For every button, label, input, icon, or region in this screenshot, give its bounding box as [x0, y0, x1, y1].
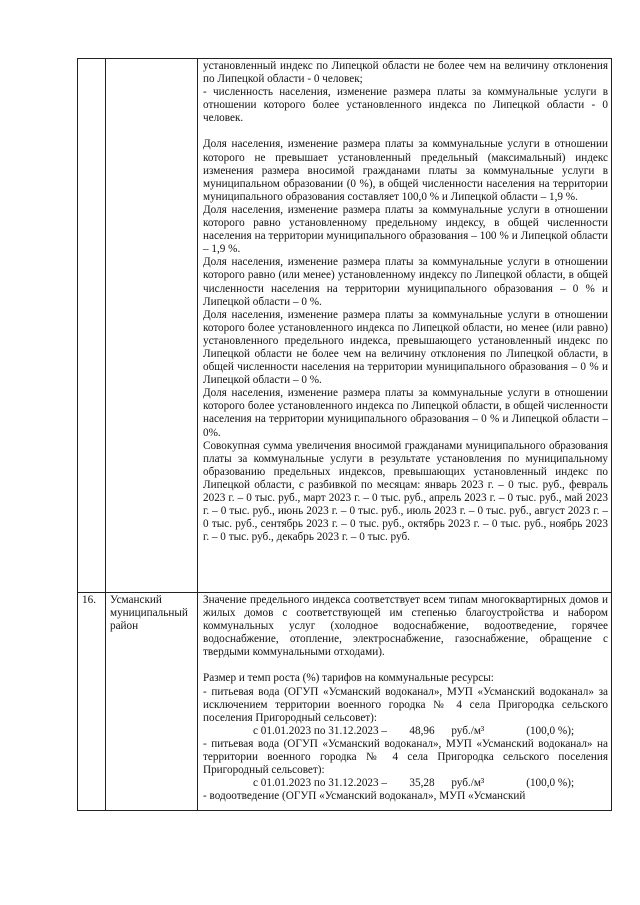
- tariff-item: - водоотведение (ОГУП «Усманский водоканал», МУП «Усманский: [203, 790, 526, 803]
- row-number-cell: 16.: [78, 593, 106, 811]
- tariff-value-line: с 01.01.2023 по 31.12.2023 – 48,96 руб./м³ (100,0 %);: [253, 724, 575, 737]
- row-number-cell: [78, 59, 106, 593]
- document-table: [77, 58, 612, 811]
- table-row: [78, 59, 612, 593]
- tariff-item: - питьевая вода (ОГУП «Усманский водоканал», МУП «Усманский водоканал» на территории военного городка № 4 села Пригородка сельского поселения Пригородный сельсовет):: [203, 737, 608, 777]
- share-paragraph: Доля населения, изменение размера платы за коммунальные услуги в отношении которого равно (или менее) установленному индексу по Липецкой области, в общей численности населения на территории муниципального образования – 0 % и Липецкой области – 0 %.: [203, 256, 608, 308]
- municipality-name-cell: Усманский муниципальный район: [106, 593, 198, 811]
- share-paragraph: Доля населения, изменение размера платы за коммунальные услуги в отношении которого равно установленному предельному индексу, в общей численности населения на территории муниципального образования – 100 % и Липецкой области – 1,9 %.: [203, 203, 608, 256]
- municipality-name-cell: [106, 59, 198, 593]
- description-cell: [198, 593, 612, 811]
- tariff-item: - питьевая вода (ОГУП «Усманский водоканал», МУП «Усманский водоканал» за исключением территории военного городка № 4 села Пригородка сельского поселения Пригородный сельсовет):: [203, 685, 608, 724]
- text-line: - численность населения, изменение размера платы за коммунальные услуги в отношении которого более установленного индекса по Липецкой области - 0 человек.: [203, 86, 608, 125]
- index-paragraph: Значение предельного индекса соответствует всем типам многоквартирных домов и жилых домов с соответствующей им степенью благоустройства и набором коммунальных услуг (холодное водоснабжение, водоотведение, горячее водоснабжение, отопление, электроснабжение, газоснабжение, обращение с твердыми коммунальными отходами).: [203, 594, 608, 659]
- share-paragraph: Доля населения, изменение размера платы за коммунальные услуги в отношении которого не превышает установленный предельный (максимальный) индекс изменения размера вносимой гражданами платы за коммунальные услуги в муниципальном образовании (0 %), в общей численности населения на территории муниципального образования составляет 100,0 % и Липецкой области – 1,9 %.: [203, 138, 608, 203]
- description-cell: [198, 59, 612, 593]
- monthly-sum-paragraph: Совокупная сумма увеличения вносимой гражданами муниципального образования платы за коммунальные услуги в результате установления по муниципальному образованию предельных индексов, превышающих установленный индекс по Липецкой области, с разбивкой по месяцам: январь 2023 г. – 0 тыс. руб., февраль 2023 г. – 0 тыс. руб., март 2023 г. – 0 тыс. руб., апрель 2023 г. – 0 тыс. руб., май 2023 г. – 0 тыс. руб., июнь 2023 г. – 0 тыс. руб., июль 2023 г. – 0 тыс. руб., август 2023 г. – 0 тыс. руб., сентябрь 2023 г. – 0 тыс. руб., октябрь 2023 г. – 0 тыс. руб., ноябрь 2023 г. – 0 тыс. руб., декабрь 2023 г. – 0 тыс. руб.: [203, 439, 608, 544]
- tariffs-heading: Размер и темп роста (%) тарифов на коммунальные ресурсы:: [203, 672, 494, 685]
- table-row: [78, 593, 612, 811]
- share-paragraph: Доля населения, изменение размера платы за коммунальные услуги в отношении которого более установленного индекса по Липецкой области, но менее (или равно) установленного предельного индекса, превышающего установленный индекс по Липецкой области не более чем на величину отклонения по Липецкой области, в общей численности населения на территории муниципального образования – 0 % и Липецкой области – 0 %.: [203, 308, 608, 387]
- text-line: установленный индекс по Липецкой области не более чем на величину отклонения по Липецкой области - 0 человек;: [203, 60, 608, 86]
- tariff-value-line: с 01.01.2023 по 31.12.2023 – 35,28 руб./м³ (100,0 %);: [253, 777, 575, 790]
- share-paragraph: Доля населения, изменение размера платы за коммунальные услуги в отношении которого более установленного индекса по Липецкой области, в общей численности населения на территории муниципального образования – 0 % и Липецкой области – 0%.: [203, 387, 608, 439]
